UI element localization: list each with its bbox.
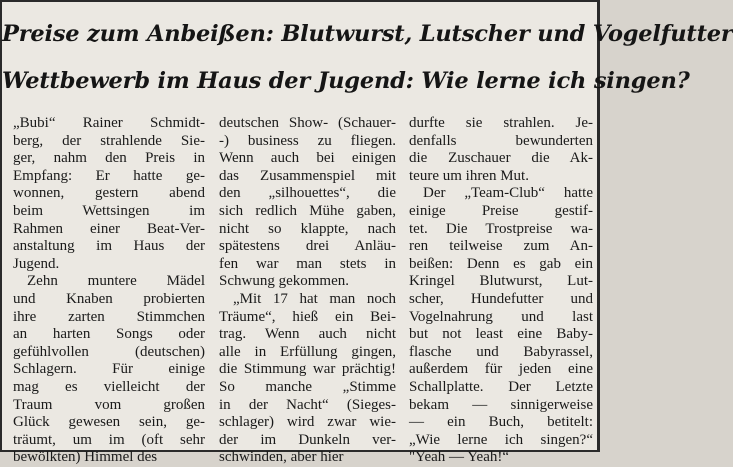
article-line: ren teilweise zum An- [409, 238, 593, 255]
article-line: in der Nacht“ (Sieges- [219, 396, 396, 413]
article-line: bewölkten) Himmel des [13, 449, 158, 466]
article-paragraph [219, 291, 396, 467]
article-line: und Knaben probierten [13, 290, 205, 307]
article-line: die Zuschauer die Ak- [409, 150, 593, 167]
article-line: beim Wettsingen im [13, 202, 205, 219]
article-line: die Stimmung war prächtig! [219, 361, 396, 378]
article-line: Traum vom großen [13, 396, 205, 413]
article-line: das Zusammenspiel mit [219, 167, 396, 184]
article-line: denfalls bewunderten [409, 132, 593, 149]
article-line: schlager) wird zwar wie- [219, 414, 396, 431]
article-line: nicht so klappte, nach [219, 220, 396, 237]
article-line: Rahmen einer Beat-Ver- [13, 220, 205, 237]
article-line: an harten Songs oder [13, 326, 205, 343]
article-line: Schwung gekommen. [219, 273, 349, 290]
article-paragraph [13, 115, 205, 273]
article-line: Empfang: Er hatte ge- [13, 167, 205, 184]
article-line: anstaltung im Haus der [13, 238, 205, 255]
article-paragraph [13, 273, 205, 467]
article-line: spätestens drei Anläu- [219, 238, 396, 255]
article-line: berg, der strahlende Sie- [13, 132, 205, 149]
article-line: teure um ihren Mut. [409, 167, 529, 184]
article-line: ihre zarten Stimmchen [13, 308, 205, 325]
article-line: einige Preise gestif- [409, 202, 593, 219]
article-line: deutschen Show- (Schauer- [219, 115, 396, 131]
article-column-2 [219, 115, 396, 467]
article-line: Träume“, hieß ein Bei- [219, 308, 396, 325]
article-line: fen war man stets in [219, 255, 396, 272]
article-line: durfte sie strahlen. Je- [409, 115, 593, 131]
article-line: flasche und Babyrassel, [409, 343, 593, 360]
article-line: Zehn muntere Mädel [27, 273, 205, 290]
article-line: den „silhouettes“, die [219, 185, 396, 202]
article-line: „Bubi“ Rainer Schmidt- [13, 115, 205, 131]
article-line: beißen: Denn es gab ein [409, 255, 593, 272]
article-line: Kringel Blutwurst, Lut- [409, 273, 593, 290]
article-line: Vogelnahrung und last [409, 308, 593, 325]
article-line: wonnen, gestern abend [13, 185, 205, 202]
article-line: „Wie lerne ich singen?“ [409, 431, 593, 448]
article-line: bekam — sinnigerweise [409, 396, 593, 413]
article-line: mag es vielleicht der [13, 378, 205, 395]
article-line: schwinden, aber hier [219, 449, 344, 466]
article-line: außerdem für jeden eine [409, 361, 593, 378]
article-column-3 [409, 115, 593, 467]
article-line: So manche „Stimme [219, 378, 396, 395]
article-column-1 [13, 115, 205, 467]
article-line: Schlagern. Für einige [13, 361, 205, 378]
article-line: — ein Buch, betitelt: [409, 414, 593, 431]
article-line: trag. Wenn auch nicht [219, 326, 396, 343]
article-line: "Yeah — Yeah!“ [409, 449, 510, 466]
article-line: tet. Die Trostpreise wa- [409, 220, 593, 237]
article-line: alle in Erfüllung gingen, [219, 343, 396, 360]
article-line: Schallplatte. Der Letzte [409, 378, 593, 395]
article-line: -) business zu fliegen. [219, 132, 396, 149]
headline: Preise zum Anbeißen: Blutwurst, Lutscher und Vogelfutter [2, 21, 733, 47]
article-line: Der „Team-Club“ hatte [423, 185, 593, 202]
article-line: sich redlich Mühe gaben, [219, 202, 396, 219]
article-line: scher, Hundefutter und [409, 290, 593, 307]
article-line: Glück gewesen sein, ge- [13, 414, 205, 431]
article-line: Wenn auch bei einigen [219, 150, 396, 167]
article-line: ger, nahm den Preis in [13, 150, 205, 167]
article-paragraph [409, 185, 593, 467]
article-line: der im Dunkeln ver- [219, 431, 396, 448]
article-line: „Mit 17 hat man noch [233, 290, 396, 307]
article-paragraph [219, 115, 396, 291]
article-paragraph [409, 115, 593, 185]
subheadline: Wettbewerb im Haus der Jugend: Wie lerne ich singen? [2, 68, 690, 94]
article-line: träumt, um im (oft sehr [13, 431, 205, 448]
article-line: Jugend. [13, 255, 60, 272]
article-line: gefühlvollen (deutschen) [13, 343, 205, 360]
article-line: but not least eine Baby- [409, 326, 593, 343]
